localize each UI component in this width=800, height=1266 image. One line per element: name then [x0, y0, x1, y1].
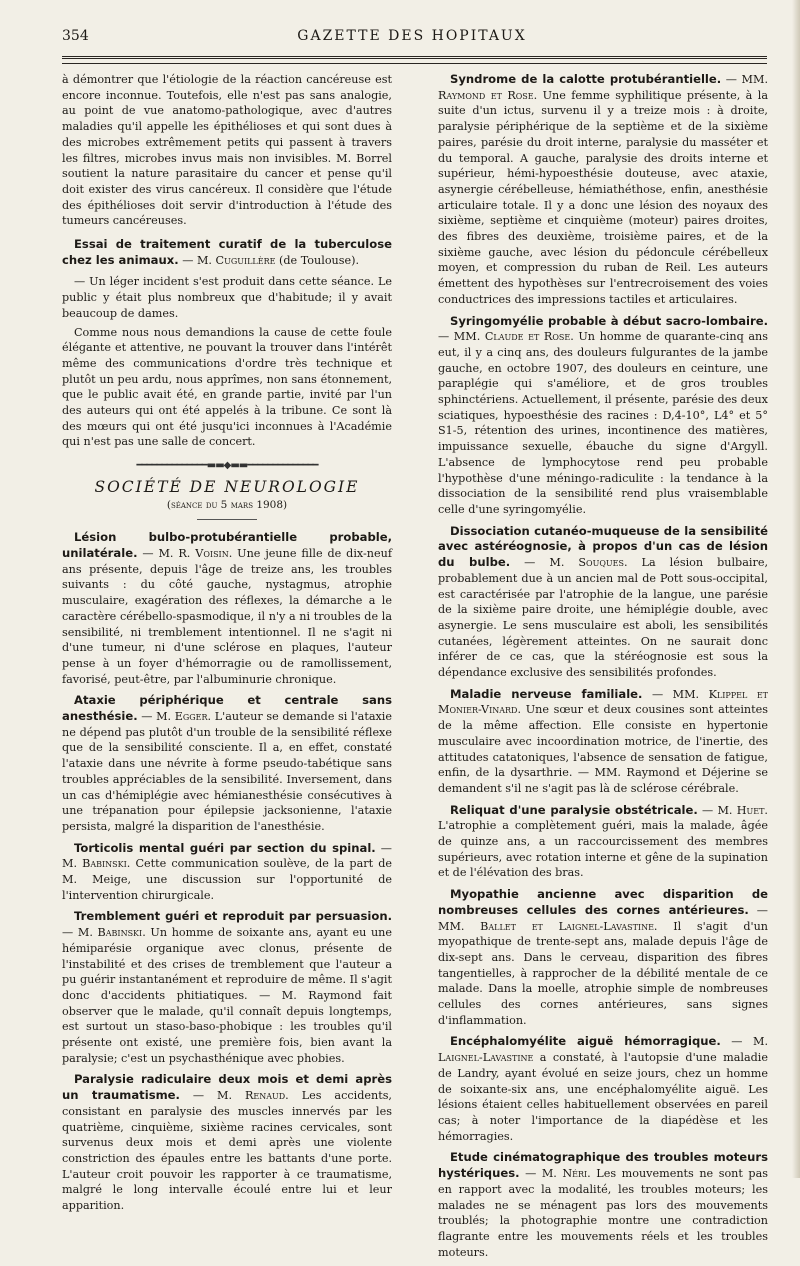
communication-text: Une femme syphilitique présente, à la suite d'un ictus, survenu il y a treize mois : à droite, paralysie périphérique de la septième et de la sixième paires, parésie du droit interne, paralysie du masséter et du temporal. A gauche, paralysie des droits interne et supérieur, hémi-hypoesthésie douteuse, avec ataxie, asynergie cérébelleuse, hémiathéthose, enfin, anesthésie articulaire totale. Il y a donc une lésion des noyaux des sixième, septième et cinquième (moteur) paires droites, des fibres des deuxième, troisième paires, et de la sixième gauche, avec lésion du pédoncule cérébelleux moyen, et compression du ruban de Reil. Les auteurs émettent des hypothèses sur l'entrecroisement des voies conductrices des impressions tactiles et articulaires.: [438, 88, 769, 306]
communication-text: Il s'agit d'un myopathique de trente-sept ans, malade depuis l'âge de dix-sept ans. Dans le cerveau, disparition des fibres tangentielles, à rapprocher de la débilité mentale de ce malade. Dans la moelle, atrophie simple de nombreuses cellules des cornes antérieures, sans signes d'inflammation.: [438, 919, 768, 1027]
communication-heading: Encéphalomyélite aiguë hémorragique.: [450, 1034, 721, 1049]
communication-text: La lésion bulbaire, probablement due à un ancien mal de Pott sous-occipital, est caractérisée par l'atrophie de la langue, une parésie de la sixième paire droite, une hémiplégie double, avec asynergie. Le sens musculaire est aboli, les sensibilités cutanées, légèrement atteintes. On ne saurait donc inférer de ce cas, que la stéréognosie est sous la dépendance exclusive des sensibilités profondes.: [438, 556, 768, 680]
intro-paragraph: à démontrer que l'étiologie de la réaction cancéreuse est encore inconnue. Toutefois, elle n'est pas sans analogie, au point de vue anatomo-pathologique, avec d'autres maladies qu'il appelle les épithélioses et qui sont dues à des microbes extrêmement petits qui passent à travers les filtres, microbes invus mais non invisibles. M. Borrel soutient la nature parasitaire du cancer et pense qu'il doit exister des virus cancéreux. Il considère que l'étude des épithélioses doit servir d'introduction à l'étude des tumeurs cancéreuses.: [62, 73, 392, 228]
communication-heading: Tremblement guéri et reproduit par persuasion.: [74, 909, 392, 924]
page-header: [62, 28, 762, 50]
left-entries: [62, 530, 392, 1214]
section-short-rule: [197, 519, 257, 520]
communication-entry: Maladie nerveuse familiale. — MM. Klippel et Monier-Vinard. Une sœur et deux cousines sont atteintes de la même affection. Elle consiste en hypertonie musculaire avec incoordination motrice, de l'inertie, des attitudes catatoniques, l'absence de sensation de fatigue, enfin, de la dysarthrie. — MM. Raymond et Déjerine se demandent s'il ne s'agit pas là de sclérose cérébrale.: [438, 686, 768, 795]
communication-author: M. Néri.: [541, 1167, 591, 1181]
communication-heading: Ataxie périphérique et centrale sans anesthésie.: [62, 693, 392, 724]
header-rule-thin: [62, 63, 767, 64]
communication-entry: Tremblement guéri et reproduit par persuasion. — M. Babinski. Un homme de soixante ans, ayant eu une hémiparésie organique avec clonus, présente de l'instabilité et des crises de tremblement que l'auteur a pu guérir instantanément et reproduire de même. Il s'agit donc d'accidents phitiatiques. — M. Raymond fait observer que le malade, qu'il connaît depuis longtemps, est surtout un staso-baso-phobique : les troubles qu'il présente ont existé, une première fois, bien avant la paralysie; c'est un psychasthénique avec phobies.: [62, 909, 393, 1065]
communication-heading: Paralysie radiculaire deux mois et demi après un traumatisme.: [62, 1072, 392, 1103]
page-edge-shadow: [792, 0, 800, 1178]
communication-heading: Dissociation cutanéo-muqueuse de la sensibilité avec astéréognosie, à propos d'un cas de lésion du bulbe.: [438, 523, 768, 570]
section-ornament: ━━━━━━━━━━━━━━▬▬◆▬▬━━━━━━━━━━━━━━: [136, 460, 318, 472]
communication-entry: Etude cinématographique des troubles moteurs hystériques. — M. Néri. Les mouvements ne sont pas en rapport avec la modalité, les troubles moteurs; les malades ne se ménagent pas lors des mouvements troublés; la photographie montre une contradiction flagrante entre les mouvements réels et les troubles moteurs.: [438, 1150, 769, 1259]
section-title: SOCIÉTÉ DE NEUROLOGIE: [94, 477, 360, 496]
essai-entry: [62, 237, 392, 268]
essai-paragraph-2: Comme nous nous demandions la cause de cette foule élégante et attentive, ne pouvant la trouver dans l'intérêt même des communications d'ordre très technique et plutôt un peu ardu, nous apprîmes, non sans étonnement, que le public avait été, en grande partie, invité par l'un des auteurs qui ont été appelés à la tribune. Ce sont là des mœurs qui ont été jusqu'ici inconnues à l'Académie qui n'est pas une salle de concert.: [62, 325, 392, 449]
essai-author-suffix: (de Toulouse).: [275, 253, 360, 267]
communication-author: MM. Ballet et Laignel-Lavastine.: [438, 919, 658, 933]
communication-heading: Lésion bulbo-protubérantielle probable, unilatérale.: [62, 530, 392, 560]
communication-author: MM. Raymond et Rose.: [438, 73, 768, 102]
communication-author: M. Laignel-Lavastine: [438, 1035, 768, 1065]
communication-entry: Syndrome de la calotte protubérantielle. — MM. Raymond et Rose. Une femme syphilitique présente, à la suite d'un ictus, survenu il y a treize mois : à droite, paralysie périphérique de la septième et de la sixième paires, parésie du droit interne, paralysie du masséter et du temporal. A gauche, paralysie des droits interne et supérieur, hémi-hypoesthésie douteuse, avec ataxie, asynergie cérébelleuse, hémiathéthose, enfin, anesthésie articulaire totale. Il y a donc une lésion des noyaux des sixième, septième et cinquième (moteur) paires droites, des fibres des deuxième, troisième paires, et de la sixième gauche, avec lésion du pédoncule cérébelleux moyen, et compression du ruban de Reil. Les auteurs émettent des hypothèses sur l'entrecroisement des voies conductrices des impressions tactiles et articulaires.: [438, 72, 769, 306]
header-rule: [62, 56, 767, 59]
essai-author: Cuguillère: [215, 253, 276, 267]
communication-text: Une sœur et deux cousines sont atteintes de la même affection. Elle consiste en hypertonie musculaire avec incoordination motrice, de l'inertie, des attitudes catatoniques, l'absence de sensation de fatigue, enfin, de la dysarthrie. — MM. Raymond et Déjerine se demandent s'il ne s'agit pas là de sclérose cérébrale.: [438, 703, 768, 795]
communication-heading: Torticolis mental guéri par section du spinal.: [74, 840, 376, 855]
communication-entry: Syringomyélie probable à début sacro-lombaire. — MM. Claude et Rose. Un homme de quarante-cinq ans eut, il y a cinq ans, des douleurs fulgurantes de la jambe gauche, en octobre 1907, des douleurs en ceinture, une paraplégie qui s'améliore, et de gros troubles sphinctériens. Actuellement, il présente, parésie des deux sciatiques, hypoesthésie des racines : D,4-10°, L4° et 5° S1-5, rétention des urines, incontinence des matières, impuissance sexuelle, ébauche du signe d'Argyll. L'absence de lymphocytose rend peu probable l'hypothèse d'une méningo-radiculite : la tendance à la dissociation de la sensibilité rend plus vraisemblable celle d'une syringomyélie.: [438, 313, 768, 516]
essai-author-prefix: — M.: [178, 253, 216, 267]
page-number: 354: [62, 28, 89, 44]
essai-heading: Essai de traitement curatif de la tuberculose chez les animaux.: [62, 237, 392, 267]
communication-author: M. Babinski.: [77, 926, 146, 940]
right-column: [438, 72, 768, 1266]
communication-heading: Myopathie ancienne avec disparition de nombreuses cellules des cornes antérieures.: [438, 887, 768, 917]
communication-entry: Dissociation cutanéo-muqueuse de la sensibilité avec astéréognosie, à propos d'un cas de lésion du bulbe. — M. Souques. La lésion bulbaire, probablement due à un ancien mal de Pott sous-occipital, est caractérisée par l'atrophie de la langue, une parésie de la sixième paire droite, une hémiplégie double, avec asynergie. Le sens musculaire est aboli, les sensibilités cutanées, légèrement atteintes. On ne saurait donc inférer de ce cas, que la stéréognosie est sous la dépendance exclusive des sensibilités profondes.: [438, 523, 768, 680]
communication-heading: Maladie nerveuse familiale.: [450, 686, 643, 701]
communication-entry: Reliquat d'une paralysie obstétricale. — M. Huet. L'atrophie a complètement guéri, mais la malade, âgée de quinze ans, a un raccourcissement des membres supérieurs, avec rotation interne et gêne de la supination et de l'élévation des bras.: [438, 802, 768, 880]
right-entries: [438, 72, 768, 1260]
communication-text: Les mouvements ne sont pas en rapport avec la modalité, les troubles moteurs; les malades ne se ménagent pas lors des mouvements troublés; la photographie montre une contradiction flagrante entre les mouvements réels et les troubles moteurs.: [438, 1167, 769, 1259]
running-title: GAZETTE DES HOPITAUX: [297, 28, 527, 44]
communication-author: M. R. Voisin.: [158, 546, 233, 560]
communication-author: M. Renaud.: [217, 1089, 289, 1103]
communication-entry: Ataxie périphérique et centrale sans anesthésie. — M. Egger. L'auteur se demande si l'ataxie ne dépend pas plutôt d'un trouble de la sensibilité réflexe que de la sensibilité consciente. Il a, en effet, constaté l'ataxie dans une névrite à forme pseudo-tabétique sans troubles appréciables de la sensibilité. Inversement, dans un cas d'hémiplégie avec hémianesthésie consécutives à une trépanation pour épilepsie jacksonienne, l'ataxie persista, malgré la disparition de l'anesthésie.: [62, 693, 392, 833]
communication-text: a constaté, à l'autopsie d'une maladie de Landry, ayant évolué en seize jours, chez un homme de soixante-six ans, une encéphalomyélite aiguë. Les lésions étaient celles habituellement observées en pareil cas; à noter l'importance de la diapédèse et les hémorragies.: [438, 1051, 768, 1143]
section-subtitle: (séance du 5 mars 1908): [166, 498, 288, 511]
communication-text: Les accidents, consistant en paralysie des muscles innervés par les quatrième, cinquième, sixième racines cervicales, sont survenus deux mois et demi après une violente constriction des épaules entre les battants d'une porte. L'auteur croit pouvoir les rapporter à ce traumatisme, malgré le long intervalle écoulé entre lui et leur apparition.: [62, 1089, 392, 1213]
communication-author: M. Babinski.: [62, 857, 131, 871]
communication-entry: Myopathie ancienne avec disparition de nombreuses cellules des cornes antérieures. — MM. Ballet et Laignel-Lavastine. Il s'agit d'un myopathique de trente-sept ans, malade depuis l'âge de dix-sept ans. Dans le cerveau, disparition des fibres tangentielles, à rapprocher de la débilité mentale de ce malade. Dans la moelle, atrophie simple de nombreuses cellules des cornes antérieures, sans signes d'inflammation.: [438, 887, 768, 1027]
communication-author: M. Huet.: [717, 803, 768, 817]
communication-text: Un homme de quarante-cinq ans eut, il y a cinq ans, des douleurs fulgurantes de la jambe gauche, en octobre 1907, des douleurs en ceinture, une paraplégie qui s'améliore, et de gros troubles sphinctériens. Actuellement, il présente, parésie des deux sciatiques, hypoesthésie des racines : D,4-10°, L4° et 5° S1-5, rétention des urines, incontinence des matières, impuissance sexuelle, ébauche du signe d'Argyll. L'absence de lymphocytose rend peu probable l'hypothèse d'une méningo-radiculite : la tendance à la dissociation de la sensibilité rend plus vraisemblable celle d'une syringomyélie.: [438, 330, 768, 516]
communication-text: Un homme de soixante ans, ayant eu une hémiparésie organique avec clonus, présente de l'instabilité et des crises de tremblement que l'auteur a pu guérir instantanément et reproduire de même. Il s'agit donc d'accidents phitiatiques. — M. Raymond fait observer que le malade, qu'il connaît depuis longtemps, est surtout un staso-baso-phobique : les troubles qu'il présente ont existé, une première fois, bien avant la paralysie; c'est un psychasthénique avec phobies.: [62, 926, 393, 1065]
communication-entry: Lésion bulbo-protubérantielle probable, unilatérale. — M. R. Voisin. Une jeune fille de dix-neuf ans présente, depuis l'âge de treize ans, les troubles suivants : du côté gauche, nystagmus, atrophie musculaire, exagération des réflexes, la démarche a le caractère cérébello-spasmodique, il n'y a ni troubles de la sensibilité, ni tremblement intentionnel. Il ne s'agit ni d'une tumeur, ni d'une sclérose en plaques, l'auteur pense à un foyer d'hémorragie ou de ramollissement, favorisé, peut-être, par l'albuminurie chronique.: [62, 530, 392, 686]
communication-entry: Paralysie radiculaire deux mois et demi après un traumatisme. — M. Renaud. Les accidents, consistant en paralysie des muscles innervés par les quatrième, cinquième, sixième racines cervicales, sont survenus deux mois et demi après une violente constriction des épaules entre les battants d'une porte. L'auteur croit pouvoir les rapporter à ce traumatisme, malgré le long intervalle écoulé entre lui et leur apparition.: [62, 1072, 392, 1213]
communication-heading: Syringomyélie probable à début sacro-lombaire.: [450, 313, 768, 328]
communication-heading: Etude cinématographique des troubles moteurs hystériques.: [438, 1150, 768, 1181]
communication-author: MM. Klippel et Monier-Vinard.: [438, 687, 768, 717]
essai-paragraph-1: — Un léger incident s'est produit dans cette séance. Le public y était plus nombreux que d'habitude; il y avait beaucoup de dames.: [62, 275, 392, 320]
communication-entry: Torticolis mental guéri par section du spinal. — M. Babinski. Cette communication soulève, de la part de M. Meige, une discussion sur l'opportunité de l'intervention chirurgicale.: [62, 840, 392, 902]
communication-text: Cette communication soulève, de la part de M. Meige, une discussion sur l'opportunité de l'intervention chirurgicale.: [62, 857, 392, 902]
communication-text: Une jeune fille de dix-neuf ans présente, depuis l'âge de treize ans, les troubles suivants : du côté gauche, nystagmus, atrophie musculaire, exagération des réflexes, la démarche a le caractère cérébello-spasmodique, il n'y a ni troubles de la sensibilité, ni tremblement intentionnel. Il ne s'agit ni d'une tumeur, ni d'une sclérose en plaques, l'auteur pense à un foyer d'hémorragie ou de ramollissement, favorisé, peut-être, par l'albuminurie chronique.: [62, 546, 392, 686]
communication-entry: Encéphalomyélite aiguë hémorragique. — M. Laignel-Lavastine a constaté, à l'autopsie d'une maladie de Landry, ayant évolué en seize jours, chez un homme de soixante-six ans, une encéphalomyélite aiguë. Les lésions étaient celles habituellement observées en pareil cas; à noter l'importance de la diapédèse et les hémorragies.: [438, 1034, 768, 1143]
communication-text: L'auteur se demande si l'ataxie ne dépend pas plutôt d'un trouble de la sensibilité réflexe que de la sensibilité consciente. Il a, en effet, constaté l'ataxie dans une névrite à forme pseudo-tabétique sans troubles appréciables de la sensibilité. Inversement, dans un cas d'hémiplégie avec hémianesthésie consécutives à une trépanation pour épilepsie jacksonienne, l'ataxie persista, malgré la disparition de l'anesthésie.: [62, 710, 392, 833]
communication-heading: Syndrome de la calotte protubérantielle.: [450, 72, 722, 86]
communication-author: M. Egger.: [156, 710, 212, 724]
communication-author: M. Souques.: [549, 556, 628, 570]
communication-author: MM. Claude et Rose.: [453, 330, 574, 344]
communication-text: L'atrophie a complètement guéri, mais la malade, âgée de quinze ans, a un raccourcissement des membres supérieurs, avec rotation interne et gêne de la supination et de l'élévation des bras.: [438, 819, 768, 880]
left-column: [62, 72, 392, 1220]
communication-heading: Reliquat d'une paralysie obstétricale.: [450, 802, 698, 817]
